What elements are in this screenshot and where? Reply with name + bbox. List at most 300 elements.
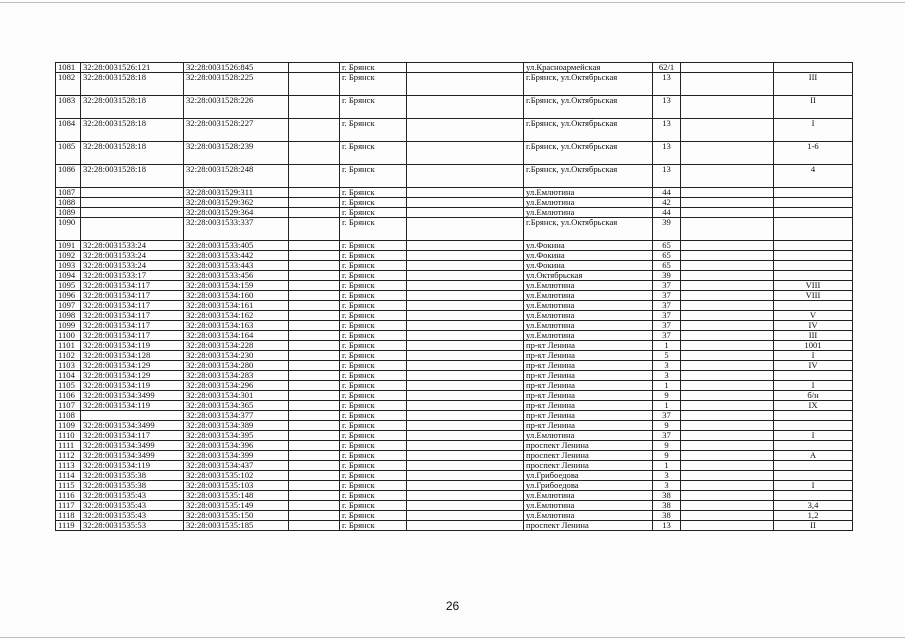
empty-cell-cell: [407, 198, 524, 208]
empty-cell-cell: [407, 251, 524, 261]
house-number-cell: 1: [653, 461, 681, 471]
row-number-cell: 1099: [56, 321, 81, 331]
object-cadastral-number-cell: 32:28:0031529:362: [184, 198, 289, 208]
table-row: [56, 119, 853, 142]
house-number-cell: 1: [653, 401, 681, 411]
object-cadastral-number-cell: 32:28:0031533:443: [184, 261, 289, 271]
object-cadastral-number-cell: 32:28:0031529:311: [184, 188, 289, 198]
city-cell: г. Брянск: [340, 311, 407, 321]
street-cell: проспект Ленина: [524, 441, 653, 451]
table-row: [56, 241, 853, 251]
city-cell: г. Брянск: [340, 188, 407, 198]
row-number-cell: 1113: [56, 461, 81, 471]
table-row: [56, 331, 853, 341]
land-plot-cadastral-number-cell: 32:28:0031534:119: [81, 341, 184, 351]
empty-cell-cell: [681, 411, 774, 421]
land-plot-cadastral-number-cell: 32:28:0031534:117: [81, 291, 184, 301]
row-number-cell: 1081: [56, 63, 81, 73]
empty-cell-cell: [681, 198, 774, 208]
street-cell: пр-кт Ленина: [524, 351, 653, 361]
top-divider: [0, 2, 905, 3]
house-number-cell: 37: [653, 431, 681, 441]
land-plot-cadastral-number-cell: 32:28:0031534:119: [81, 381, 184, 391]
table-row: [56, 261, 853, 271]
row-number-cell: 1112: [56, 451, 81, 461]
empty-cell-cell: [407, 391, 524, 401]
empty-cell-cell: [407, 119, 524, 142]
empty-cell-cell: [407, 421, 524, 431]
house-number-cell: 13: [653, 73, 681, 96]
apartment-number-cell: 3,4: [774, 501, 853, 511]
object-cadastral-number-cell: 32:28:0031528:225: [184, 73, 289, 96]
city-cell: г. Брянск: [340, 351, 407, 361]
city-cell: г. Брянск: [340, 96, 407, 119]
row-number-cell: 1083: [56, 96, 81, 119]
apartment-number-cell: I: [774, 119, 853, 142]
object-cadastral-number-cell: 32:28:0031534:163: [184, 321, 289, 331]
apartment-number-cell: VIII: [774, 291, 853, 301]
table-row: [56, 281, 853, 291]
city-cell: г. Брянск: [340, 165, 407, 188]
apartment-number-cell: I: [774, 381, 853, 391]
table-row: [56, 165, 853, 188]
empty-cell-cell: [407, 165, 524, 188]
object-cadastral-number-cell: 32:28:0031534:296: [184, 381, 289, 391]
empty-cell-cell: [407, 63, 524, 73]
empty-cell-cell: [289, 331, 340, 341]
object-cadastral-number-cell: 32:28:0031535:150: [184, 511, 289, 521]
empty-cell-cell: [407, 441, 524, 451]
table-row: [56, 431, 853, 441]
row-number-cell: 1084: [56, 119, 81, 142]
apartment-number-cell: [774, 218, 853, 241]
object-cadastral-number-cell: 32:28:0031533:442: [184, 251, 289, 261]
row-number-cell: 1108: [56, 411, 81, 421]
apartment-number-cell: 1001: [774, 341, 853, 351]
apartment-number-cell: [774, 271, 853, 281]
city-cell: г. Брянск: [340, 341, 407, 351]
house-number-cell: 37: [653, 411, 681, 421]
table-row: [56, 142, 853, 165]
house-number-cell: 37: [653, 311, 681, 321]
house-number-cell: 3: [653, 471, 681, 481]
object-cadastral-number-cell: 32:28:0031534:301: [184, 391, 289, 401]
land-plot-cadastral-number-cell: 32:28:0031535:38: [81, 481, 184, 491]
street-cell: ул.Емлютина: [524, 311, 653, 321]
apartment-number-cell: IV: [774, 361, 853, 371]
land-plot-cadastral-number-cell: [81, 411, 184, 421]
row-number-cell: 1082: [56, 73, 81, 96]
table-row: [56, 421, 853, 431]
street-cell: ул.Грибоедова: [524, 471, 653, 481]
city-cell: г. Брянск: [340, 261, 407, 271]
apartment-number-cell: III: [774, 331, 853, 341]
empty-cell-cell: [289, 371, 340, 381]
apartment-number-cell: [774, 241, 853, 251]
street-cell: пр-кт Ленина: [524, 421, 653, 431]
empty-cell-cell: [681, 361, 774, 371]
land-plot-cadastral-number-cell: 32:28:0031528:18: [81, 73, 184, 96]
land-plot-cadastral-number-cell: 32:28:0031535:43: [81, 511, 184, 521]
empty-cell-cell: [407, 271, 524, 281]
table-row: [56, 511, 853, 521]
row-number-cell: 1087: [56, 188, 81, 198]
apartment-number-cell: б/н: [774, 391, 853, 401]
empty-cell-cell: [681, 218, 774, 241]
empty-cell-cell: [289, 441, 340, 451]
empty-cell-cell: [407, 311, 524, 321]
empty-cell-cell: [289, 491, 340, 501]
object-cadastral-number-cell: 32:28:0031535:102: [184, 471, 289, 481]
empty-cell-cell: [681, 461, 774, 471]
apartment-number-cell: [774, 251, 853, 261]
object-cadastral-number-cell: 32:28:0031534:280: [184, 361, 289, 371]
street-cell: г.Брянск, ул.Октябрьская: [524, 73, 653, 96]
land-plot-cadastral-number-cell: 32:28:0031535:38: [81, 471, 184, 481]
empty-cell-cell: [289, 311, 340, 321]
land-plot-cadastral-number-cell: 32:28:0031535:53: [81, 521, 184, 531]
row-number-cell: 1110: [56, 431, 81, 441]
table-body: [56, 63, 853, 531]
land-plot-cadastral-number-cell: 32:28:0031526:121: [81, 63, 184, 73]
empty-cell-cell: [407, 431, 524, 441]
street-cell: пр-кт Ленина: [524, 381, 653, 391]
row-number-cell: 1091: [56, 241, 81, 251]
land-plot-cadastral-number-cell: 32:28:0031534:117: [81, 431, 184, 441]
apartment-number-cell: [774, 411, 853, 421]
house-number-cell: 44: [653, 208, 681, 218]
empty-cell-cell: [681, 341, 774, 351]
object-cadastral-number-cell: 32:28:0031534:164: [184, 331, 289, 341]
object-cadastral-number-cell: 32:28:0031533:337: [184, 218, 289, 241]
object-cadastral-number-cell: 32:28:0031535:185: [184, 521, 289, 531]
table-row: [56, 208, 853, 218]
land-plot-cadastral-number-cell: 32:28:0031534:129: [81, 371, 184, 381]
empty-cell-cell: [681, 165, 774, 188]
row-number-cell: 1096: [56, 291, 81, 301]
empty-cell-cell: [407, 188, 524, 198]
table-row: [56, 63, 853, 73]
street-cell: проспект Ленина: [524, 451, 653, 461]
house-number-cell: 38: [653, 491, 681, 501]
table-row: [56, 291, 853, 301]
empty-cell-cell: [681, 511, 774, 521]
empty-cell-cell: [407, 96, 524, 119]
empty-cell-cell: [407, 73, 524, 96]
city-cell: г. Брянск: [340, 241, 407, 251]
street-cell: ул.Грибоедова: [524, 481, 653, 491]
row-number-cell: 1097: [56, 301, 81, 311]
empty-cell-cell: [289, 251, 340, 261]
table-row: [56, 371, 853, 381]
house-number-cell: 37: [653, 291, 681, 301]
apartment-number-cell: III: [774, 73, 853, 96]
empty-cell-cell: [681, 381, 774, 391]
empty-cell-cell: [289, 481, 340, 491]
empty-cell-cell: [681, 441, 774, 451]
table-row: [56, 321, 853, 331]
empty-cell-cell: [289, 142, 340, 165]
land-plot-cadastral-number-cell: 32:28:0031534:119: [81, 401, 184, 411]
object-cadastral-number-cell: 32:28:0031535:148: [184, 491, 289, 501]
empty-cell-cell: [681, 481, 774, 491]
house-number-cell: 13: [653, 165, 681, 188]
house-number-cell: 37: [653, 281, 681, 291]
row-number-cell: 1095: [56, 281, 81, 291]
row-number-cell: 1106: [56, 391, 81, 401]
object-cadastral-number-cell: 32:28:0031526:845: [184, 63, 289, 73]
apartment-number-cell: [774, 188, 853, 198]
empty-cell-cell: [681, 291, 774, 301]
city-cell: г. Брянск: [340, 321, 407, 331]
empty-cell-cell: [289, 241, 340, 251]
land-plot-cadastral-number-cell: 32:28:0031528:18: [81, 119, 184, 142]
city-cell: г. Брянск: [340, 73, 407, 96]
city-cell: г. Брянск: [340, 371, 407, 381]
empty-cell-cell: [289, 511, 340, 521]
table-row: [56, 481, 853, 491]
apartment-number-cell: [774, 441, 853, 451]
street-cell: ул.Емлютина: [524, 431, 653, 441]
empty-cell-cell: [681, 311, 774, 321]
land-plot-cadastral-number-cell: 32:28:0031534:3499: [81, 391, 184, 401]
table-row: [56, 351, 853, 361]
object-cadastral-number-cell: 32:28:0031534:159: [184, 281, 289, 291]
house-number-cell: 42: [653, 198, 681, 208]
empty-cell-cell: [681, 491, 774, 501]
empty-cell-cell: [289, 165, 340, 188]
row-number-cell: 1094: [56, 271, 81, 281]
house-number-cell: 13: [653, 119, 681, 142]
city-cell: г. Брянск: [340, 441, 407, 451]
empty-cell-cell: [289, 301, 340, 311]
empty-cell-cell: [289, 63, 340, 73]
apartment-number-cell: II: [774, 521, 853, 531]
table-row: [56, 301, 853, 311]
table-row: [56, 251, 853, 261]
land-plot-cadastral-number-cell: 32:28:0031534:117: [81, 281, 184, 291]
table-row: [56, 73, 853, 96]
city-cell: г. Брянск: [340, 301, 407, 311]
row-number-cell: 1119: [56, 521, 81, 531]
house-number-cell: 44: [653, 188, 681, 198]
row-number-cell: 1085: [56, 142, 81, 165]
city-cell: г. Брянск: [340, 401, 407, 411]
empty-cell-cell: [289, 271, 340, 281]
object-cadastral-number-cell: 32:28:0031534:162: [184, 311, 289, 321]
empty-cell-cell: [681, 321, 774, 331]
table-row: [56, 461, 853, 471]
city-cell: г. Брянск: [340, 361, 407, 371]
empty-cell-cell: [289, 501, 340, 511]
object-cadastral-number-cell: 32:28:0031528:227: [184, 119, 289, 142]
empty-cell-cell: [407, 401, 524, 411]
apartment-number-cell: [774, 491, 853, 501]
row-number-cell: 1102: [56, 351, 81, 361]
house-number-cell: 3: [653, 371, 681, 381]
city-cell: г. Брянск: [340, 291, 407, 301]
apartment-number-cell: [774, 198, 853, 208]
object-cadastral-number-cell: 32:28:0031534:395: [184, 431, 289, 441]
table-row: [56, 501, 853, 511]
empty-cell-cell: [407, 491, 524, 501]
land-plot-cadastral-number-cell: 32:28:0031534:3499: [81, 451, 184, 461]
land-plot-cadastral-number-cell: 32:28:0031534:117: [81, 311, 184, 321]
street-cell: ул.Фокина: [524, 261, 653, 271]
apartment-number-cell: V: [774, 311, 853, 321]
city-cell: г. Брянск: [340, 511, 407, 521]
apartment-number-cell: IX: [774, 401, 853, 411]
empty-cell-cell: [407, 481, 524, 491]
city-cell: г. Брянск: [340, 471, 407, 481]
empty-cell-cell: [289, 401, 340, 411]
empty-cell-cell: [289, 341, 340, 351]
city-cell: г. Брянск: [340, 281, 407, 291]
object-cadastral-number-cell: 32:28:0031533:405: [184, 241, 289, 251]
street-cell: г.Брянск, ул.Октябрьская: [524, 119, 653, 142]
property-register-table: [55, 62, 853, 531]
empty-cell-cell: [289, 411, 340, 421]
empty-cell-cell: [289, 451, 340, 461]
row-number-cell: 1115: [56, 481, 81, 491]
city-cell: г. Брянск: [340, 451, 407, 461]
empty-cell-cell: [407, 321, 524, 331]
empty-cell-cell: [681, 351, 774, 361]
house-number-cell: 65: [653, 251, 681, 261]
empty-cell-cell: [289, 73, 340, 96]
object-cadastral-number-cell: 32:28:0031528:239: [184, 142, 289, 165]
city-cell: г. Брянск: [340, 461, 407, 471]
object-cadastral-number-cell: 32:28:0031534:437: [184, 461, 289, 471]
city-cell: г. Брянск: [340, 251, 407, 261]
empty-cell-cell: [407, 461, 524, 471]
table-row: [56, 96, 853, 119]
empty-cell-cell: [407, 351, 524, 361]
empty-cell-cell: [407, 361, 524, 371]
city-cell: г. Брянск: [340, 208, 407, 218]
street-cell: г.Брянск, ул.Октябрьская: [524, 218, 653, 241]
table-row: [56, 341, 853, 351]
empty-cell-cell: [289, 218, 340, 241]
row-number-cell: 1090: [56, 218, 81, 241]
empty-cell-cell: [681, 471, 774, 481]
empty-cell-cell: [681, 96, 774, 119]
apartment-number-cell: [774, 421, 853, 431]
empty-cell-cell: [681, 301, 774, 311]
land-plot-cadastral-number-cell: [81, 198, 184, 208]
row-number-cell: 1086: [56, 165, 81, 188]
empty-cell-cell: [681, 188, 774, 198]
row-number-cell: 1104: [56, 371, 81, 381]
table-row: [56, 271, 853, 281]
object-cadastral-number-cell: 32:28:0031534:365: [184, 401, 289, 411]
object-cadastral-number-cell: 32:28:0031534:161: [184, 301, 289, 311]
house-number-cell: 39: [653, 218, 681, 241]
empty-cell-cell: [681, 371, 774, 381]
house-number-cell: 37: [653, 301, 681, 311]
table-row: [56, 218, 853, 241]
house-number-cell: 13: [653, 142, 681, 165]
row-number-cell: 1118: [56, 511, 81, 521]
empty-cell-cell: [681, 142, 774, 165]
empty-cell-cell: [289, 96, 340, 119]
street-cell: ул.Емлютина: [524, 301, 653, 311]
empty-cell-cell: [681, 63, 774, 73]
empty-cell-cell: [289, 188, 340, 198]
empty-cell-cell: [407, 142, 524, 165]
empty-cell-cell: [407, 291, 524, 301]
house-number-cell: 3: [653, 361, 681, 371]
street-cell: ул.Емлютина: [524, 281, 653, 291]
apartment-number-cell: [774, 261, 853, 271]
empty-cell-cell: [289, 431, 340, 441]
row-number-cell: 1116: [56, 491, 81, 501]
city-cell: г. Брянск: [340, 63, 407, 73]
table-row: [56, 188, 853, 198]
land-plot-cadastral-number-cell: 32:28:0031535:43: [81, 501, 184, 511]
object-cadastral-number-cell: 32:28:0031534:399: [184, 451, 289, 461]
city-cell: г. Брянск: [340, 218, 407, 241]
row-number-cell: 1107: [56, 401, 81, 411]
empty-cell-cell: [681, 401, 774, 411]
row-number-cell: 1117: [56, 501, 81, 511]
empty-cell-cell: [289, 461, 340, 471]
bottom-divider: [0, 637, 905, 638]
house-number-cell: 1: [653, 381, 681, 391]
street-cell: г.Брянск, ул.Октябрьская: [524, 165, 653, 188]
street-cell: г.Брянск, ул.Октябрьская: [524, 142, 653, 165]
street-cell: пр-кт Ленина: [524, 401, 653, 411]
row-number-cell: 1114: [56, 471, 81, 481]
city-cell: г. Брянск: [340, 391, 407, 401]
empty-cell-cell: [289, 471, 340, 481]
house-number-cell: 9: [653, 421, 681, 431]
land-plot-cadastral-number-cell: 32:28:0031534:117: [81, 331, 184, 341]
row-number-cell: 1101: [56, 341, 81, 351]
object-cadastral-number-cell: 32:28:0031534:228: [184, 341, 289, 351]
empty-cell-cell: [289, 281, 340, 291]
street-cell: ул.Емлютина: [524, 321, 653, 331]
row-number-cell: 1092: [56, 251, 81, 261]
city-cell: г. Брянск: [340, 381, 407, 391]
row-number-cell: 1089: [56, 208, 81, 218]
empty-cell-cell: [289, 351, 340, 361]
street-cell: ул.Емлютина: [524, 208, 653, 218]
land-plot-cadastral-number-cell: 32:28:0031534:3499: [81, 421, 184, 431]
empty-cell-cell: [289, 261, 340, 271]
empty-cell-cell: [407, 281, 524, 291]
empty-cell-cell: [289, 291, 340, 301]
city-cell: г. Брянск: [340, 481, 407, 491]
apartment-number-cell: [774, 471, 853, 481]
table-row: [56, 391, 853, 401]
empty-cell-cell: [407, 501, 524, 511]
object-cadastral-number-cell: 32:28:0031528:226: [184, 96, 289, 119]
table-row: [56, 441, 853, 451]
land-plot-cadastral-number-cell: 32:28:0031533:24: [81, 241, 184, 251]
empty-cell-cell: [681, 421, 774, 431]
apartment-number-cell: 1,2: [774, 511, 853, 521]
street-cell: ул.Емлютина: [524, 188, 653, 198]
house-number-cell: 13: [653, 521, 681, 531]
object-cadastral-number-cell: 32:28:0031529:364: [184, 208, 289, 218]
apartment-number-cell: [774, 461, 853, 471]
house-number-cell: 37: [653, 321, 681, 331]
house-number-cell: 37: [653, 331, 681, 341]
row-number-cell: 1103: [56, 361, 81, 371]
city-cell: г. Брянск: [340, 421, 407, 431]
land-plot-cadastral-number-cell: 32:28:0031534:119: [81, 461, 184, 471]
